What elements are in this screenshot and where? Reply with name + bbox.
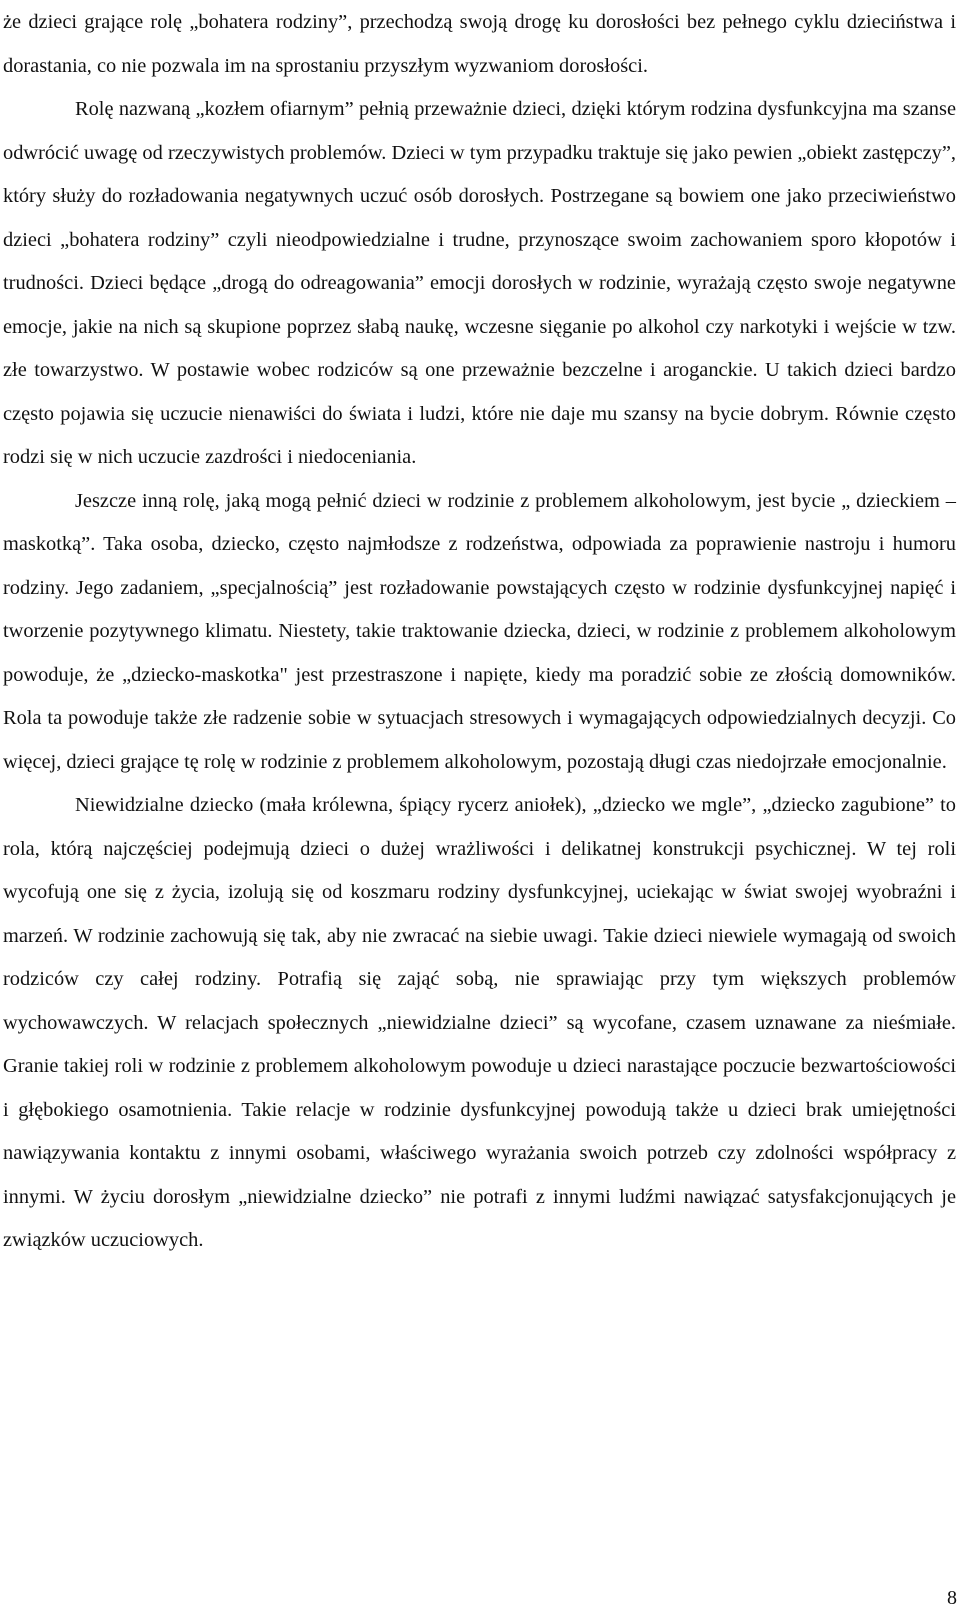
page-number: 8 <box>947 1587 957 1609</box>
paragraph-kozel-ofiarny: Rolę nazwaną „kozłem ofiarnym” pełnią przeważnie dzieci, dzięki którym rodzina dysfunkcyjna ma szanse odwrócić uwagę od rzeczywistych problemów. Dzieci w tym przypadku traktuje się jako pewien „obiekt zastępczy”, który służy do rozładowania negatywnych uczuć osób dorosłych. Postrzegane są bowiem one jako przeciwieństwo dzieci „bohatera rodziny” czyli nieodpowiedzialne i trudne, przynoszące swoim zachowaniem sporo kłopotów i trudności. Dzieci będące „drogą do odreagowania” emocji dorosłych w rodzinie, wyrażają często swoje negatywne emocje, jakie na nich są skupione poprzez słabą naukę, wczesne sięganie po alkohol czy narkotyki i wejście w tzw. złe towarzystwo. W postawie wobec rodziców są one przeważnie bezczelne i aroganckie. U takich dzieci bardzo często pojawia się uczucie nienawiści do świata i ludzi, które nie daje mu szansy na bycie dobrym. Równie często rodzi się w nich uczucie zazdrości i niedoceniania. <box>3 98 956 468</box>
paragraph-niewidzialne-dziecko: Niewidzialne dziecko (mała królewna, śpiący rycerz aniołek), „dziecko we mgle”, „dziecko zagubione” to rola, którą najczęściej podejmują dzieci o dużej wrażliwości i delikatnej konstrukcji psychicznej. W tej roli wycofują one się z życia, izolują się od koszmaru rodziny dysfunkcyjnej, uciekając w świat swojej wyobraźni i marzeń. W rodzinie zachowują się tak, aby nie zwracać na siebie uwagi. Takie dzieci niewiele wymagają od swoich rodziców czy całej rodziny. Potrafią się zająć sobą, nie sprawiając przy tym większych problemów wychowawczych. W relacjach społecznych „niewidzialne dzieci” są wycofane, czasem uznawane za nieśmiałe. Granie takiej roli w rodzinie z problemem alkoholowym powoduje u dzieci narastające poczucie bezwartościowości i głębokiego osamotnienia. Takie relacje w rodzinie dysfunkcyjnej powodują także u dzieci brak umiejętności nawiązywania kontaktu z innymi osobami, właściwego wyrażania swoich potrzeb czy zdolności współpracy z innymi. W życiu dorosłym „niewidzialne dziecko” nie potrafi z innymi ludźmi nawiązać satysfakcjonujących je związków uczuciowych. <box>3 794 956 1251</box>
paragraph-continuation: że dzieci grające rolę „bohatera rodziny”, przechodzą swoją drogę ku dorosłości bez pełnego cyklu dzieciństwa i dorastania, co nie pozwala im na sprostaniu przyszłym wyzwaniom dorosłości. <box>3 11 956 77</box>
body-text <box>3 1 956 1263</box>
paragraph-maskotka: Jeszcze inną rolę, jaką mogą pełnić dzieci w rodzinie z problemem alkoholowym, jest bycie „ dzieckiem – maskotką”. Taka osoba, dziecko, często najmłodsze z rodzeństwa, odpowiada za poprawienie nastroju i humoru rodziny. Jego zadaniem, „specjalnością” jest rozładowanie powstających często w rodzinie dysfunkcyjnej napięć i tworzenie pozytywnego klimatu. Niestety, takie traktowanie dziecka, dzieci, w rodzinie z problemem alkoholowym powoduje, że „dziecko-maskotka" jest przestraszone i napięte, kiedy ma poradzić sobie ze złością domowników. Rola ta powoduje także złe radzenie sobie w sytuacjach stresowych i wymagających odpowiedzialnych decyzji. Co więcej, dzieci grające tę rolę w rodzinie z problemem alkoholowym, pozostają długi czas niedojrzałe emocjonalnie. <box>3 489 956 773</box>
